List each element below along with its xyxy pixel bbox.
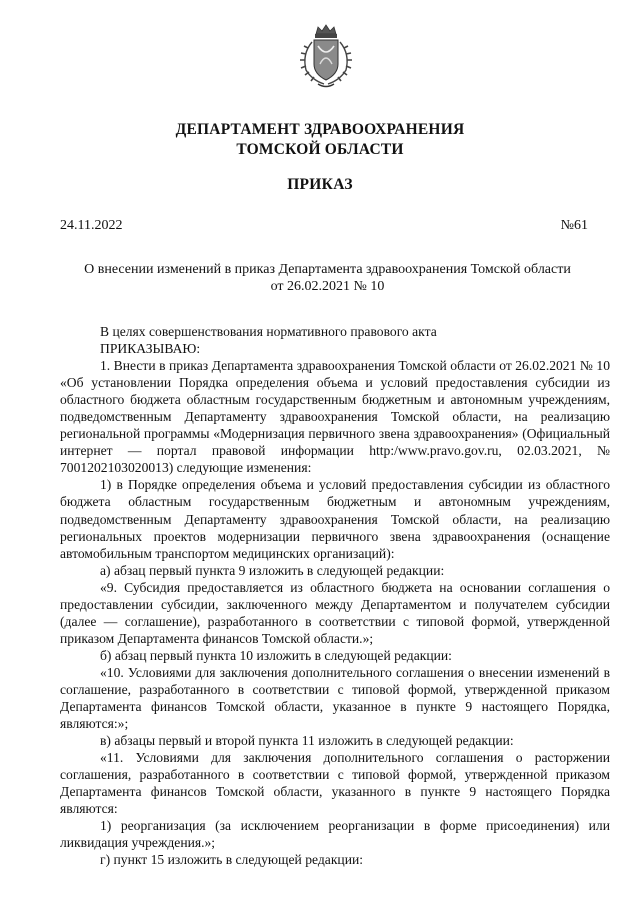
body-paragraph: В целях совершенствования нормативного правового акта: [100, 324, 437, 339]
body-paragraph: 1) реорганизация (за исключением реорганизации в форме присоединения) или ликвидация учреждения.»;: [60, 818, 610, 851]
order-subject: [70, 261, 585, 295]
department-title: [0, 120, 640, 160]
subject-line-1: О внесении изменений в приказ Департамента здравоохранения Томской области: [84, 262, 571, 277]
body-paragraph: в) абзацы первый и второй пункта 11 изложить в следующей редакции:: [100, 733, 514, 749]
body-paragraph: 1. Внести в приказ Департамента здравоохранения Томской области от 26.02.2021 № 10 «Об установлении Порядка определения объема и условий предоставления субсидии из областного бюджета областным государственным бюджетным и автономным учреждениям, подведомственным Департаменту здравоохранения Томской области, на реализацию региональной программы «Модернизация первичного звена здравоохранения» (Официальный интернет — портал правовой информации http:/www.pravo.gov.ru, 02.03.2021, № 7001202103020013) следующие изменения:: [60, 358, 610, 476]
body-paragraph: б) абзац первый пункта 10 изложить в следующей редакции:: [100, 647, 452, 663]
body-paragraph: «10. Условиями для заключения дополнительного соглашения о внесении изменений в соглашение, разработанного в соответствии с типовой формой, утвержденной приказом Департамента финансов Томской области, указанное в пункте 9 настоящего Порядка, являются:»;: [60, 664, 610, 732]
order-date: 24.11.2022: [60, 218, 123, 233]
body-paragraph: ПРИКАЗЫВАЮ:: [100, 341, 201, 357]
body-paragraph: г) пункт 15 изложить в следующей редакции:: [100, 852, 364, 868]
department-line-1: ДЕПАРТАМЕНТ ЗДРАВООХРАНЕНИЯ: [175, 121, 465, 138]
coat-of-arms-icon: [296, 24, 356, 90]
order-number: №61: [560, 218, 588, 233]
body-paragraph: «11. Условиями для заключения дополнительного соглашения о расторжении соглашения, разработанного в соответствии с типовой формой, утвержденной приказом Департамента финансов Томской области, указанного в пункте 9 настоящего Порядка являются:: [60, 750, 610, 817]
document-type: ПРИКАЗ: [287, 176, 353, 193]
body-paragraph: «9. Субсидия предоставляется из областного бюджета на основании соглашения о предоставлении субсидии, заключенного между Департаментом и получателем субсидии (далее — соглашение), разработанного в соответствии с типовой формой, утвержденной приказом Департамента финансов Томской области.»;: [60, 579, 610, 646]
subject-line-2: от 26.02.2021 № 10: [270, 279, 385, 294]
body-paragraph: а) абзац первый пункта 9 изложить в следующей редакции:: [100, 562, 445, 578]
department-line-2: ТОМСКОЙ ОБЛАСТИ: [236, 141, 404, 158]
order-body: [60, 323, 610, 869]
body-paragraph: 1) в Порядке определения объема и условий предоставления субсидии из областного бюджета областным государственным бюджетным и автономным учреждениям, подведомственным Департаменту здравоохранения Томской области, на реализацию региональных проектов модернизации первичного звена здравоохранения (оснащение автомобильным транспортом медицинских организаций):: [60, 477, 610, 561]
